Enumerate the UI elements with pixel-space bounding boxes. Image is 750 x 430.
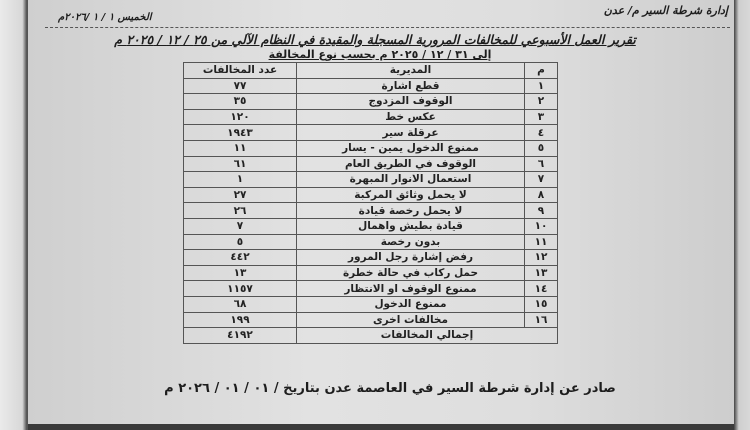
table-row (184, 234, 558, 250)
row-index: ١٠ (525, 218, 558, 234)
violation-count: ٢٧ (184, 187, 297, 203)
violation-type: بدون رخصة (297, 234, 525, 250)
row-index: ٦ (525, 156, 558, 172)
violation-count: ٢٦ (184, 203, 297, 219)
table-row (184, 203, 558, 219)
table-row (184, 312, 558, 328)
report-title: تقرير العمل الأسبوعي للمخالفات المرورية المسجلة والمقيدة في النظام الآلي من ٢٥ / ١٢ / ٢٠٢٥ م (114, 32, 636, 47)
violation-count: ٤٤٢ (184, 250, 297, 266)
table-row (184, 250, 558, 266)
table-row (184, 78, 558, 94)
violation-type: ممنوع الوقوف او الانتظار (297, 281, 525, 297)
header-count: عدد المخالفات (184, 63, 297, 79)
violation-type: عرقلة سير (297, 125, 525, 141)
table-row (184, 125, 558, 141)
violation-type: قيادة بطيش واهمال (297, 218, 525, 234)
document-date: الخميس ١ / ١ /٢٠٢٦م (58, 12, 152, 23)
table-row (184, 187, 558, 203)
row-index: ٨ (525, 187, 558, 203)
violation-count: ٦١ (184, 156, 297, 172)
violation-type: لا يحمل وثائق المركبة (297, 187, 525, 203)
divider (45, 27, 730, 28)
table-row (184, 265, 558, 281)
violation-type: عكس خط (297, 109, 525, 125)
header-index: م (525, 63, 558, 79)
table-header-row (184, 63, 558, 79)
row-index: ٩ (525, 203, 558, 219)
violation-count: ٥ (184, 234, 297, 250)
row-index: ٣ (525, 109, 558, 125)
violation-count: ١ (184, 172, 297, 188)
table-row (184, 156, 558, 172)
violation-type: ممنوع الدخول (297, 296, 525, 312)
violation-type: لا يحمل رخصة قيادة (297, 203, 525, 219)
table-row (184, 296, 558, 312)
row-index: ١ (525, 78, 558, 94)
violation-type: ممنوع الدخول يمين - يسار (297, 140, 525, 156)
violation-type: مخالفات اخرى (297, 312, 525, 328)
table-row (184, 109, 558, 125)
violations-table (183, 62, 558, 344)
row-index: ١٢ (525, 250, 558, 266)
violation-type: حمل ركاب في حالة خطرة (297, 265, 525, 281)
violation-count: ٧٧ (184, 78, 297, 94)
row-index: ٢ (525, 94, 558, 110)
row-index: ١٣ (525, 265, 558, 281)
violation-count: ٣٥ (184, 94, 297, 110)
row-index: ١٦ (525, 312, 558, 328)
violation-count: ١٢٠ (184, 109, 297, 125)
report-subtitle: إلى ٣١ / ١٢ / ٢٠٢٥ م بحسب نوع المخالفة (268, 48, 492, 61)
table-row (184, 140, 558, 156)
row-index: ١١ (525, 234, 558, 250)
violation-count: ٦٨ (184, 296, 297, 312)
violation-type: قطع اشارة (297, 78, 525, 94)
total-value: ٤١٩٢ (184, 328, 297, 344)
table-row (184, 94, 558, 110)
violation-type: استعمال الانوار المبهرة (297, 172, 525, 188)
total-label: إجمالي المخالفات (297, 328, 558, 344)
photo-edge-left (0, 0, 28, 430)
table-row (184, 218, 558, 234)
violation-count: ٧ (184, 218, 297, 234)
header-violation: المديرية (297, 63, 525, 79)
violation-type: رفض إشارة رجل المرور (297, 250, 525, 266)
violation-count: ١١٥٧ (184, 281, 297, 297)
table-row (184, 172, 558, 188)
violation-count: ١٩٩ (184, 312, 297, 328)
violation-count: ١٩٤٣ (184, 125, 297, 141)
violation-type: الوقوف في الطريق العام (297, 156, 525, 172)
row-index: ٤ (525, 125, 558, 141)
table-row (184, 281, 558, 297)
department-name: إدارة شرطة السير م/ عدن (603, 4, 728, 17)
issued-statement: صادر عن إدارة شرطة السير في العاصمة عدن بتاريخ / ٠١ / ٠١ / ٢٠٢٦ م (164, 381, 616, 396)
row-index: ٥ (525, 140, 558, 156)
photo-edge-right (734, 0, 750, 430)
violation-count: ١٣ (184, 265, 297, 281)
violation-type: الوقوف المزدوج (297, 94, 525, 110)
total-row (184, 328, 558, 344)
row-index: ١٤ (525, 281, 558, 297)
row-index: ١٥ (525, 296, 558, 312)
row-index: ٧ (525, 172, 558, 188)
violation-count: ١١ (184, 140, 297, 156)
